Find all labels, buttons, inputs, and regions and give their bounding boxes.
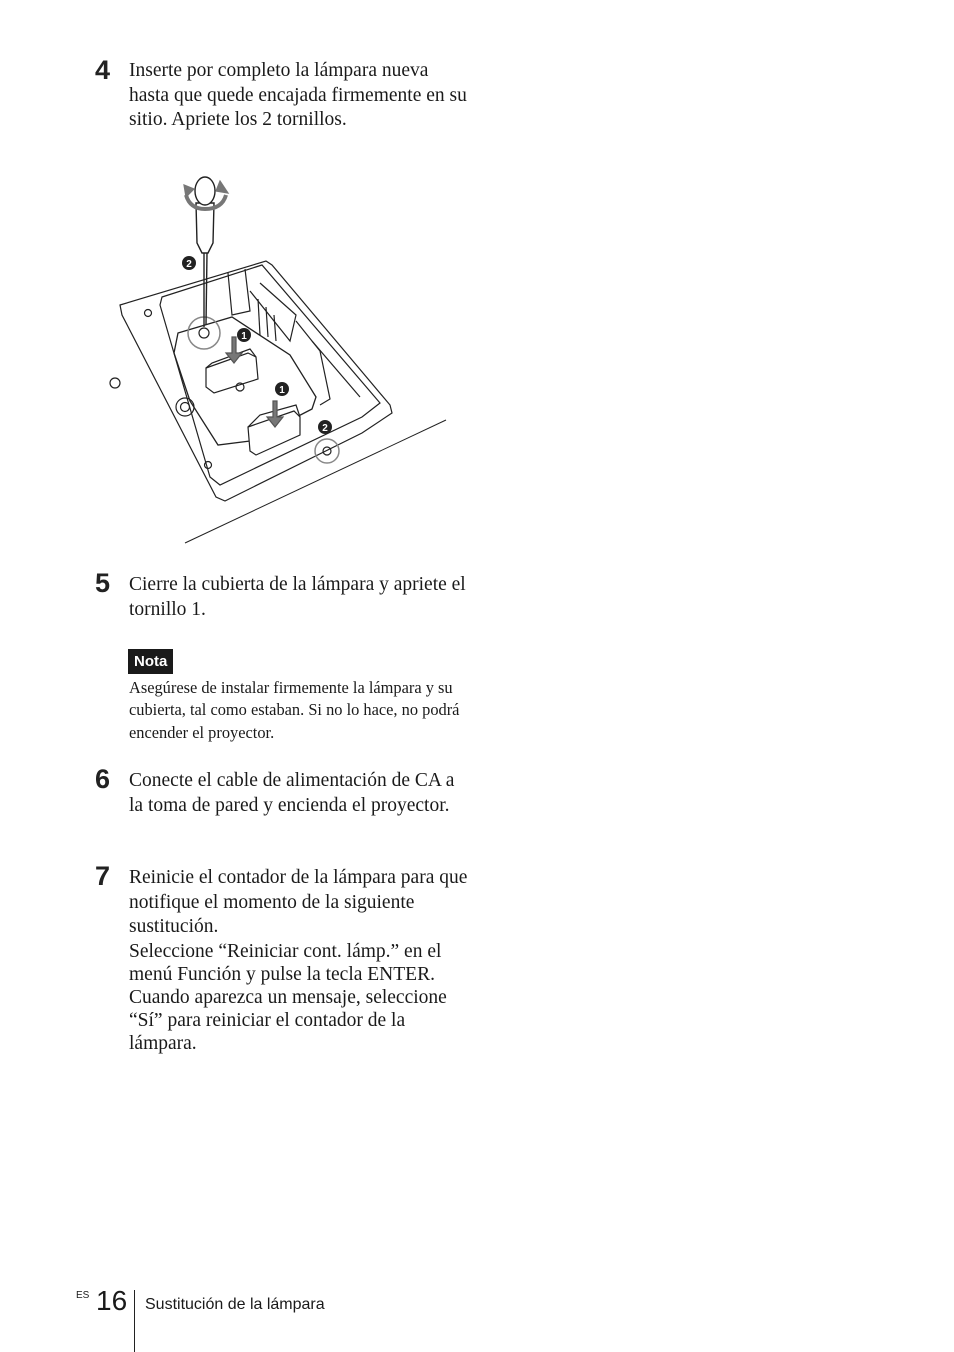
callout-badge xyxy=(275,382,289,396)
callout-badge xyxy=(318,420,332,434)
callout-number: 1 xyxy=(279,385,285,396)
footer-language: ES xyxy=(76,1290,90,1301)
step-number: 5 xyxy=(95,568,111,598)
step-number: 6 xyxy=(95,764,111,794)
callout-number: 1 xyxy=(241,331,247,342)
callout-number: 2 xyxy=(322,423,328,434)
page-number: 16 xyxy=(96,1285,128,1316)
step-text: Conecte el cable de alimentación de CA a la toma de pared y encienda el proyector. xyxy=(129,770,455,816)
lamp-installation-illustration xyxy=(100,165,460,550)
step-number: 4 xyxy=(95,55,111,85)
callout-badge xyxy=(182,256,196,270)
footer-section-title: Sustitución de la lámpara xyxy=(145,1296,325,1313)
callout-badge xyxy=(237,328,251,342)
step-text: Cierre la cubierta de la lámpara y apriete el tornillo 1. xyxy=(129,574,466,620)
note-text: Asegúrese de instalar firmemente la lámpara y su cubierta, tal como estaban. Si no lo hace, no podrá encender el proyector. xyxy=(129,678,460,742)
step-number: 7 xyxy=(95,861,111,891)
step-text: Inserte por completo la lámpara nueva hasta que quede encajada firmemente en su sitio. Apriete los 2 tornillos. xyxy=(129,60,467,130)
step-detail-text: Seleccione “Reiniciar cont. lámp.” en el menú Función y pulse la tecla ENTER. Cuando aparezca un mensaje, seleccione “Sí” para reiniciar el contador de la lámpara. xyxy=(129,941,447,1054)
step-text: Reinicie el contador de la lámpara para que notifique el momento de la siguiente sustitución. xyxy=(129,867,468,937)
footer-divider xyxy=(134,1290,135,1352)
callout-number: 2 xyxy=(186,259,192,270)
note-label: Nota xyxy=(128,649,173,674)
